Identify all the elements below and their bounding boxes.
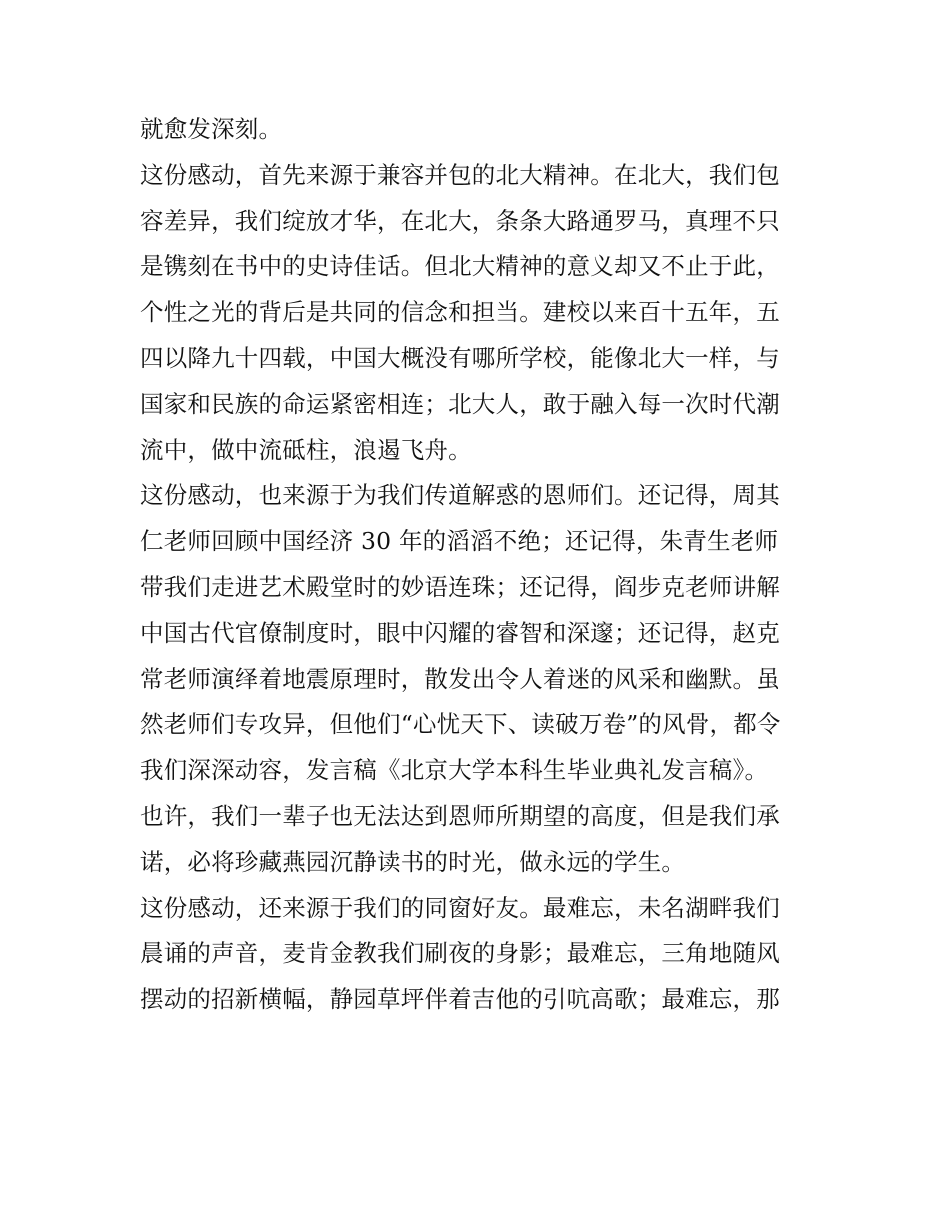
text-line: 诺，必将珍藏燕园沉静读书的时光，做永远的学生。 — [140, 847, 686, 876]
text-line: 是镌刻在书中的史诗佳话。但北大精神的意义却又不止于此， — [140, 252, 780, 281]
text-line: 这份感动，也来源于为我们传道解惑的恩师们。还记得，周其 — [140, 481, 780, 510]
text-line: 个性之光的背后是共同的信念和担当。建校以来百十五年，五 — [140, 298, 780, 327]
text-line: 我们深深动容，发言稿《北京大学本科生毕业典礼发言稿》。 — [140, 756, 769, 785]
text-line: 流中，做中流砥柱，浪遏飞舟。 — [140, 435, 472, 464]
text-line: 四以降九十四载，中国大概没有哪所学校，能像北大一样，与 — [140, 343, 780, 372]
text-line: 国家和民族的命运紧密相连；北大人，敢于融入每一次时代潮 — [140, 389, 780, 418]
text-line: 常老师演绎着地震原理时，散发出令人着迷的风采和幽默。虽 — [140, 664, 780, 693]
text-line: 就愈发深刻。 — [140, 115, 283, 143]
text-line: 仁老师回顾中国经济 30 年的滔滔不绝；还记得，朱青生老师 — [140, 527, 779, 556]
text-line: 摆动的招新横幅，静园草坪伴着吉他的引吭高歌；最难忘，那 — [140, 985, 780, 1014]
text-line: 也许，我们一辈子也无法达到恩师所期望的高度，但是我们承 — [140, 801, 780, 830]
text-line: 这份感动，还来源于我们的同窗好友。最难忘，未名湖畔我们 — [140, 893, 780, 922]
text-line: 中国古代官僚制度时，眼中闪耀的睿智和深邃；还记得，赵克 — [140, 618, 780, 647]
text-line: 晨诵的声音，麦肯金教我们刷夜的身影；最难忘，三角地随风 — [140, 939, 780, 968]
document-body-text — [140, 107, 820, 1023]
text-line: 带我们走进艺术殿堂时的妙语连珠；还记得，阎步克老师讲解 — [140, 572, 780, 601]
text-line: 然老师们专攻异，但他们“心忧天下、读破万卷”的风骨，都令 — [140, 710, 781, 739]
text-line: 这份感动，首先来源于兼容并包的北大精神。在北大，我们包 — [140, 160, 780, 189]
text-line: 容差异，我们绽放才华，在北大，条条大路通罗马，真理不只 — [140, 206, 780, 235]
